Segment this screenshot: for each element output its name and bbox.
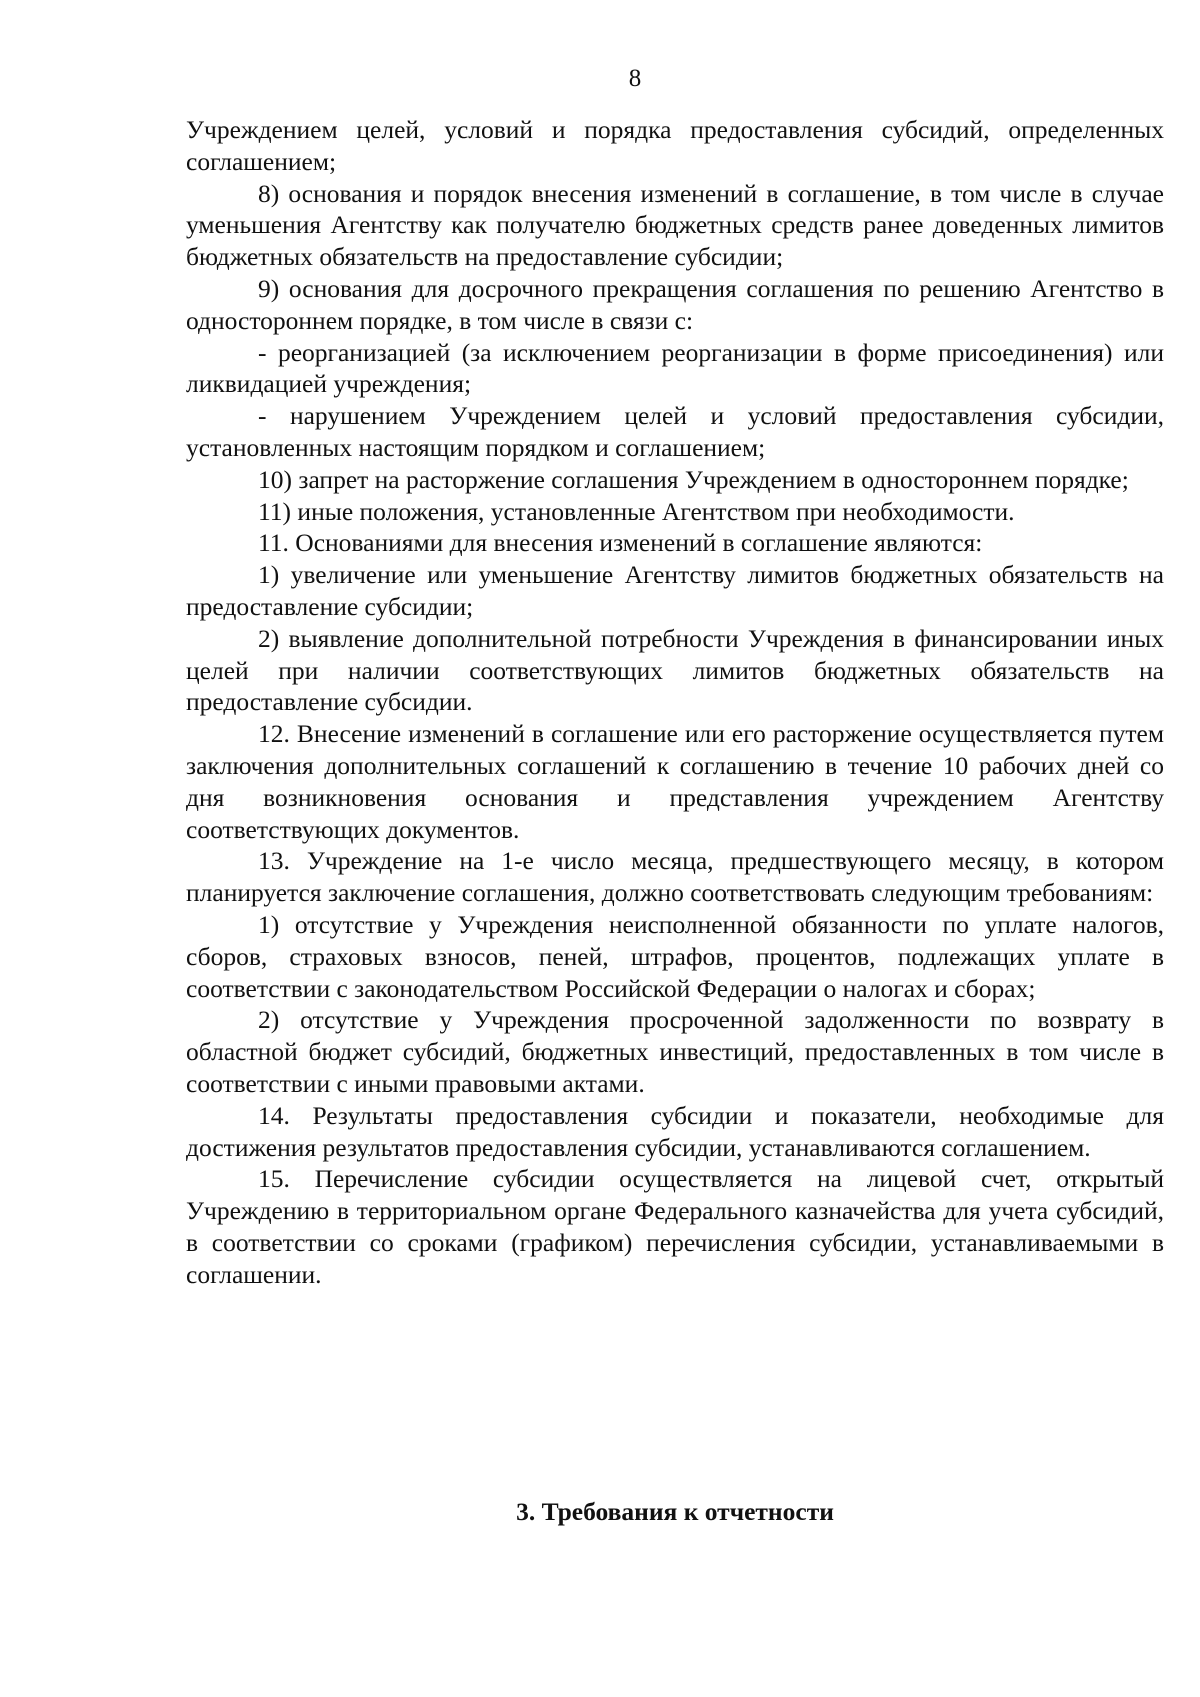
paragraph: 12. Внесение изменений в соглашение или его расторжение осуществляется путем заключения дополнительных соглашений к соглашению в течение 10 рабочих дней со дня возникновения основания и представления учреждением Агентству соответствующих документов. — [186, 719, 1164, 844]
paragraph: 14. Результаты предоставления субсидии и показатели, необходимые для достижения результатов предоставления субсидии, устанавливаются соглашением. — [186, 1100, 1164, 1162]
paragraph: 1) отсутствие у Учреждения неисполненной обязанности по уплате налогов, сборов, страховых взносов, пеней, штрафов, процентов, подлежащих уплате в соответствии с законодательством Российской Федерации о налогах и сборах; — [186, 909, 1164, 1003]
paragraph: 9) основания для досрочного прекращения соглашения по решению Агентство в одностороннем порядке, в том числе в связи с: — [186, 273, 1164, 335]
paragraph: 13. Учреждение на 1-е число месяца, предшествующего месяцу, в котором планируется заключение соглашения, должно соответствовать следующим требованиям: — [186, 846, 1164, 908]
paragraph: 1) увеличение или уменьшение Агентству лимитов бюджетных обязательств на предоставление субсидии; — [186, 560, 1164, 621]
paragraph: 11. Основаниями для внесения изменений в соглашение являются: — [258, 528, 983, 558]
paragraph: 15. Перечисление субсидии осуществляется на лицевой счет, открытый Учреждению в территориальном органе Федерального казначейства для учета субсидий, в соответствии со сроками (графиком) перечисления субсидии, устанавливаемыми в соглашении. — [186, 1164, 1164, 1289]
paragraph: 10) запрет на расторжение соглашения Учреждением в одностороннем порядке; — [258, 464, 1129, 494]
paragraph: - нарушением Учреждением целей и условий предоставления субсидии, установленных настоящим порядком и соглашением; — [186, 401, 1164, 462]
paragraph: 8) основания и порядок внесения изменений в соглашение, в том числе в случае уменьшения Агентству как получателю бюджетных средств ранее доведенных лимитов бюджетных обязательств на предоставление субсидии; — [186, 178, 1164, 272]
paragraph: 11) иные положения, установленные Агентством при необходимости. — [258, 496, 1015, 526]
page-number: 8 — [628, 65, 642, 92]
section-heading: 3. Требования к отчетности — [516, 1497, 834, 1526]
paragraph: Учреждением целей, условий и порядка предоставления субсидий, определенных соглашением; — [186, 115, 1164, 176]
document-body — [186, 114, 1164, 1290]
paragraph: 2) отсутствие у Учреждения просроченной задолженности по возврату в областной бюджет субсидий, бюджетных инвестиций, предоставленных в том числе в соответствии с иными правовыми актами. — [186, 1005, 1164, 1098]
paragraph: - реорганизацией (за исключением реорганизации в форме присоединения) или ликвидацией учреждения; — [186, 337, 1164, 399]
paragraph: 2) выявление дополнительной потребности Учреждения в финансировании иных целей при наличии соответствующих лимитов бюджетных обязательств на предоставление субсидии. — [186, 623, 1164, 717]
